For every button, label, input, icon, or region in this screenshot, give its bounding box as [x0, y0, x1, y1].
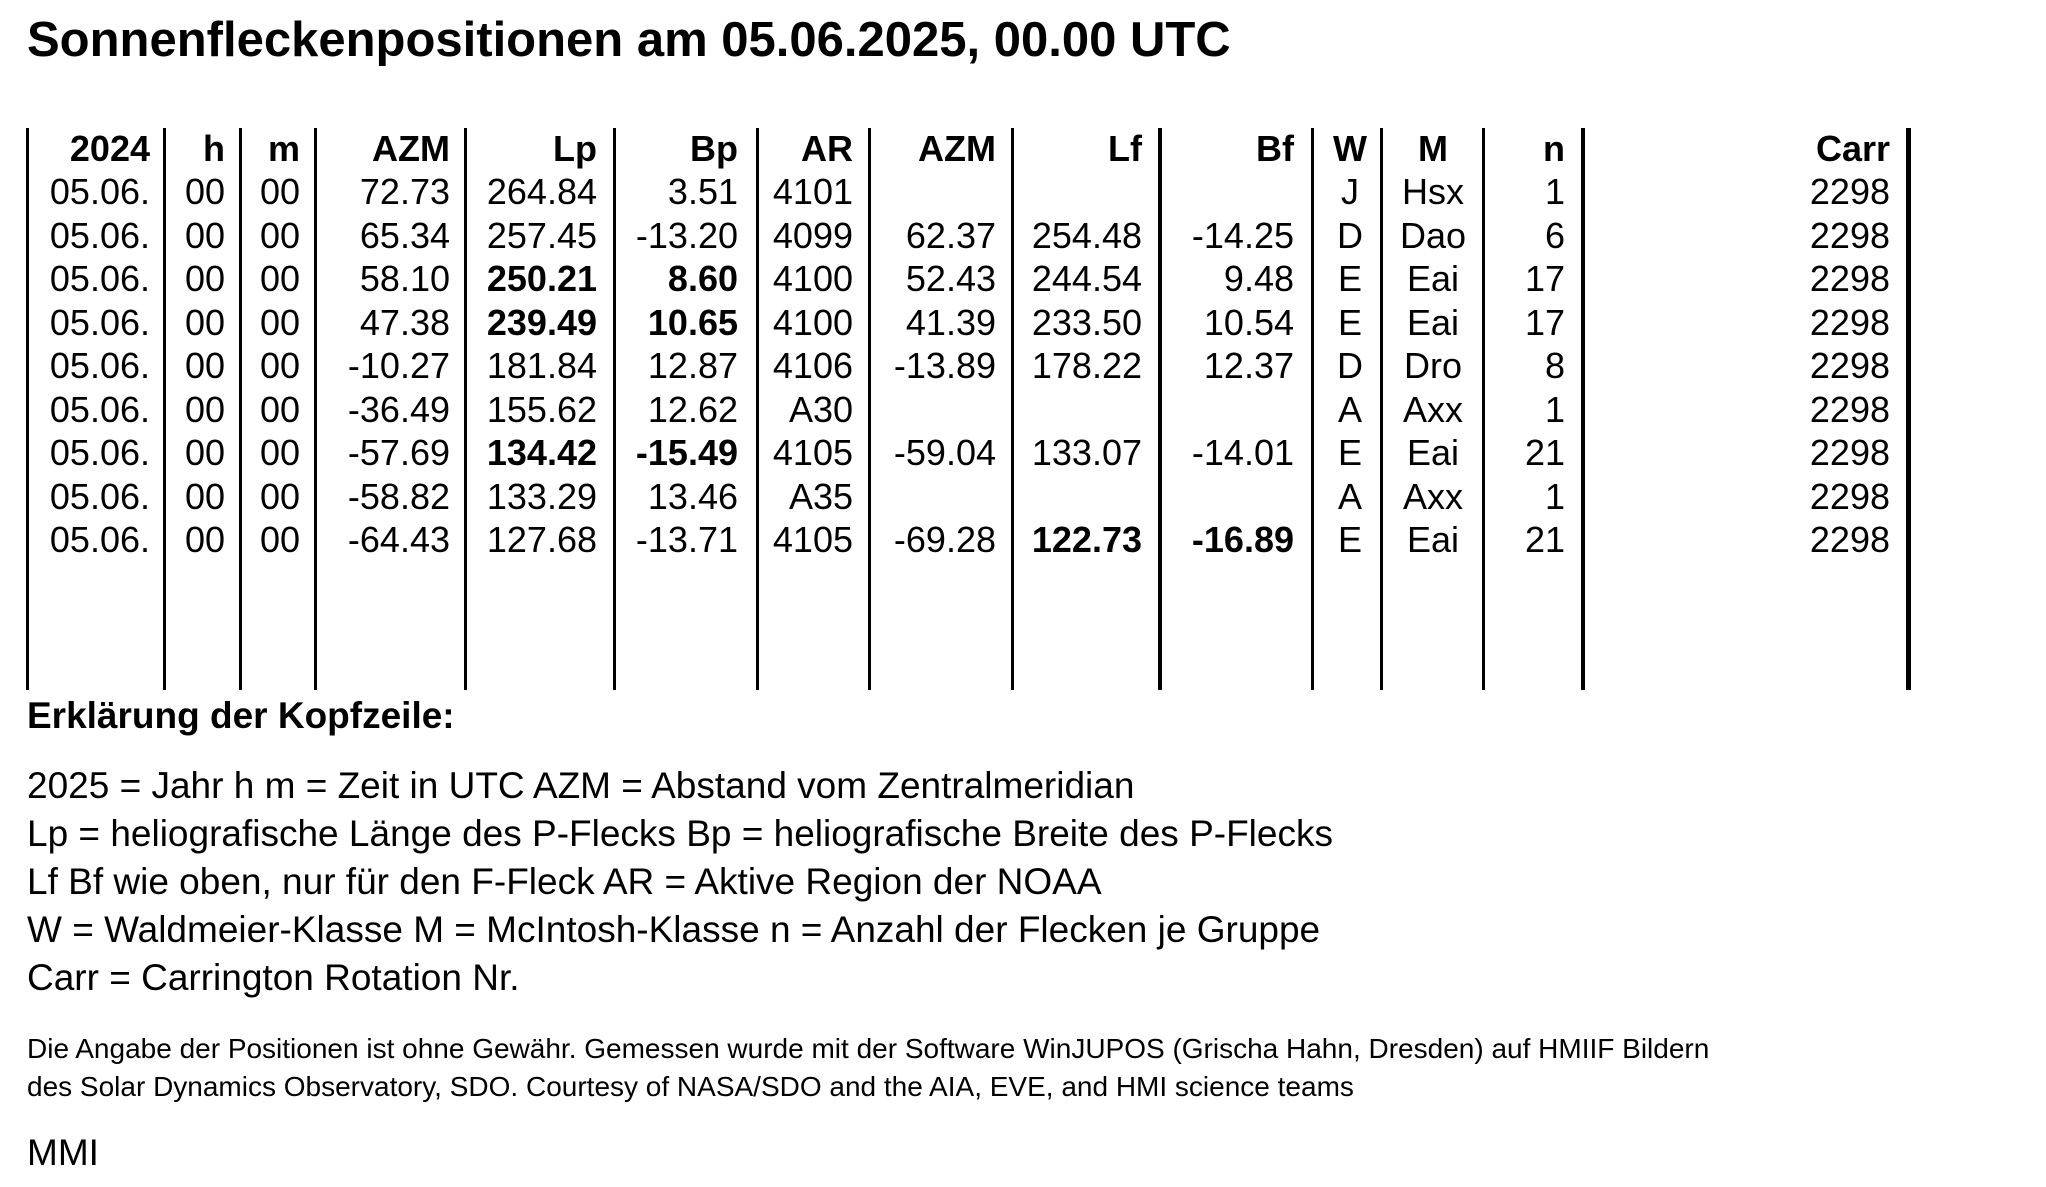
table-cell-m: 00 [259, 258, 300, 299]
column-header: Lp [553, 128, 597, 169]
table-cell-date: 05.06. [49, 171, 150, 212]
column-header: 2024 [69, 128, 150, 169]
table-cell-lf: 122.73 [1031, 519, 1142, 560]
table-cell-azm-p: 47.38 [359, 302, 450, 343]
table-cell-n: 17 [1524, 302, 1565, 343]
column-header: Bp [690, 128, 738, 169]
table-cell-date: 05.06. [49, 432, 150, 473]
table-cell-azm-p: 65.34 [359, 215, 450, 256]
table-cell-lf: 133.07 [1031, 432, 1142, 473]
table-cell-w: A [1337, 476, 1362, 517]
table-cell-ar: 4106 [772, 345, 853, 386]
table-cell-w: E [1337, 432, 1362, 473]
column-header: M [1418, 128, 1448, 169]
table-cell-azm-p: -36.49 [347, 389, 450, 430]
column-divider [1158, 128, 1162, 690]
table-cell-lp: 264.84 [486, 171, 597, 212]
table-cell-bf: 12.37 [1203, 345, 1294, 386]
table-cell-w: D [1337, 215, 1363, 256]
table-cell-n: 1 [1544, 476, 1565, 517]
table-cell-mc: Eai [1406, 519, 1460, 560]
explanation-line: Carr = Carrington Rotation Nr. [27, 957, 520, 998]
table-cell-mc: Hsx [1402, 171, 1464, 212]
table-cell-date: 05.06. [49, 519, 150, 560]
table-cell-lp: 181.84 [486, 345, 597, 386]
column-divider [868, 128, 871, 690]
table-cell-bf: -14.25 [1191, 215, 1294, 256]
table-cell-m: 00 [259, 432, 300, 473]
column-divider [1011, 128, 1014, 690]
table-cell-lp: 133.29 [486, 476, 597, 517]
table-cell-n: 21 [1524, 432, 1565, 473]
table-cell-w: E [1337, 258, 1362, 299]
table-cell-h: 00 [184, 389, 225, 430]
table-cell-date: 05.06. [49, 215, 150, 256]
column-header: Carr [1815, 128, 1890, 169]
table-cell-bp: -13.20 [635, 215, 738, 256]
table-cell-w: D [1337, 345, 1363, 386]
table-cell-azm-p: 72.73 [359, 171, 450, 212]
table-cell-azm-p: -57.69 [347, 432, 450, 473]
table-cell-azm-f: 62.37 [905, 215, 996, 256]
table-cell-ar: 4101 [772, 171, 853, 212]
table-cell-w: E [1337, 519, 1362, 560]
table-cell-h: 00 [184, 519, 225, 560]
table-cell-mc: Axx [1402, 389, 1463, 430]
table-cell-n: 21 [1524, 519, 1565, 560]
column-divider [1581, 128, 1585, 690]
table-cell-azm-p: -10.27 [347, 345, 450, 386]
table-cell-lf: 244.54 [1031, 258, 1142, 299]
table-cell-carr: 2298 [1809, 389, 1890, 430]
explanation-line: W = Waldmeier-Klasse M = McIntosh-Klasse n = Anzahl der Flecken je Gruppe [27, 909, 1321, 950]
table-cell-mc: Eai [1406, 302, 1460, 343]
table-cell-bp: 12.62 [647, 389, 738, 430]
table-cell-bp: 3.51 [667, 171, 738, 212]
column-header: AR [801, 128, 853, 169]
table-cell-date: 05.06. [49, 302, 150, 343]
table-cell-n: 6 [1544, 215, 1565, 256]
table-cell-m: 00 [259, 345, 300, 386]
table-cell-bf: 9.48 [1223, 258, 1294, 299]
table-cell-w: E [1337, 302, 1362, 343]
table-cell-carr: 2298 [1809, 519, 1890, 560]
table-cell-bf: -14.01 [1191, 432, 1294, 473]
table-cell-m: 00 [259, 215, 300, 256]
table-cell-m: 00 [259, 389, 300, 430]
table-cell-lf: 233.50 [1031, 302, 1142, 343]
table-cell-date: 05.06. [49, 476, 150, 517]
table-cell-azm-f: -13.89 [893, 345, 996, 386]
table-cell-w: J [1341, 171, 1359, 212]
table-cell-lp: 239.49 [486, 302, 597, 343]
table-cell-azm-p: 58.10 [359, 258, 450, 299]
column-divider [1906, 128, 1911, 690]
table-cell-azm-p: -64.43 [347, 519, 450, 560]
table-cell-mc: Dao [1399, 215, 1467, 256]
table-cell-m: 00 [259, 476, 300, 517]
table-cell-lp: 155.62 [486, 389, 597, 430]
table-cell-bp: 8.60 [667, 258, 738, 299]
column-header: h [203, 128, 225, 169]
table-cell-carr: 2298 [1809, 215, 1890, 256]
table-cell-h: 00 [184, 171, 225, 212]
table-cell-azm-f: -59.04 [893, 432, 996, 473]
table-cell-w: A [1337, 389, 1362, 430]
table-cell-mc: Dro [1403, 345, 1462, 386]
table-cell-m: 00 [259, 519, 300, 560]
table-cell-mc: Eai [1406, 258, 1460, 299]
table-cell-ar: 4099 [772, 215, 853, 256]
table-cell-n: 17 [1524, 258, 1565, 299]
table-cell-carr: 2298 [1809, 432, 1890, 473]
table-cell-n: 1 [1544, 171, 1565, 212]
table-cell-lp: 257.45 [486, 215, 597, 256]
table-cell-bf: -16.89 [1191, 519, 1294, 560]
table-cell-h: 00 [184, 258, 225, 299]
signature: MMI [27, 1132, 99, 1173]
table-cell-carr: 2298 [1809, 302, 1890, 343]
table-cell-lf: 178.22 [1031, 345, 1142, 386]
column-header: m [267, 128, 300, 169]
table-cell-bp: 13.46 [647, 476, 738, 517]
table-cell-h: 00 [184, 302, 225, 343]
table-cell-date: 05.06. [49, 345, 150, 386]
table-cell-lf: 254.48 [1031, 215, 1142, 256]
column-header: Bf [1256, 128, 1294, 169]
column-header: AZM [372, 128, 450, 169]
table-cell-date: 05.06. [49, 389, 150, 430]
table-cell-ar: 4105 [772, 432, 853, 473]
table-cell-ar: A35 [788, 476, 853, 517]
table-cell-m: 00 [259, 302, 300, 343]
table-cell-carr: 2298 [1809, 258, 1890, 299]
table-cell-ar: 4100 [772, 302, 853, 343]
table-cell-ar: 4105 [772, 519, 853, 560]
table-cell-date: 05.06. [49, 258, 150, 299]
table-cell-bf: 10.54 [1203, 302, 1294, 343]
table-cell-h: 00 [184, 215, 225, 256]
table-cell-h: 00 [184, 432, 225, 473]
column-header: W [1333, 128, 1367, 169]
table-cell-carr: 2298 [1809, 476, 1890, 517]
table-cell-ar: A30 [788, 389, 853, 430]
table-cell-ar: 4100 [772, 258, 853, 299]
table-cell-lp: 250.21 [486, 258, 597, 299]
page-title: Sonnenfleckenpositionen am 05.06.2025, 00.00 UTC [27, 13, 1231, 67]
table-cell-bp: 12.87 [647, 345, 738, 386]
column-header: n [1543, 128, 1565, 169]
table-cell-m: 00 [259, 171, 300, 212]
explanation-line: Lf Bf wie oben, nur für den F-Fleck AR = Aktive Region der NOAA [27, 861, 1102, 902]
explanation-line: Lp = heliografische Länge des P-Flecks Bp = heliografische Breite des P-Flecks [27, 813, 1333, 854]
table-cell-azm-f: 41.39 [905, 302, 996, 343]
table-cell-carr: 2298 [1809, 171, 1890, 212]
table-cell-n: 1 [1544, 389, 1565, 430]
table-cell-bp: -13.71 [635, 519, 738, 560]
explanation-heading: Erklärung der Kopfzeile: [27, 695, 455, 736]
column-header: Lf [1108, 128, 1142, 169]
table-cell-bp: -15.49 [635, 432, 738, 473]
table-cell-azm-f: 52.43 [905, 258, 996, 299]
table-cell-bp: 10.65 [647, 302, 738, 343]
disclaimer-line: Die Angabe der Positionen ist ohne Gewähr. Gemessen wurde mit der Software WinJUPOS (Grischa Hahn, Dresden) auf HMIIF Bildern [27, 1033, 1710, 1064]
disclaimer-line: des Solar Dynamics Observatory, SDO. Courtesy of NASA/SDO and the AIA, EVE, and HMI science teams [27, 1071, 1354, 1102]
table-cell-mc: Eai [1406, 432, 1460, 473]
table-cell-n: 8 [1544, 345, 1565, 386]
table-cell-azm-f: -69.28 [893, 519, 996, 560]
table-cell-carr: 2298 [1809, 345, 1890, 386]
table-cell-lp: 127.68 [486, 519, 597, 560]
table-cell-lp: 134.42 [486, 432, 597, 473]
table-cell-h: 00 [184, 345, 225, 386]
explanation-line: 2025 = Jahr h m = Zeit in UTC AZM = Abstand vom Zentralmeridian [27, 765, 1135, 806]
column-header: AZM [918, 128, 996, 169]
table-cell-azm-p: -58.82 [347, 476, 450, 517]
table-cell-mc: Axx [1402, 476, 1463, 517]
table-cell-h: 00 [184, 476, 225, 517]
